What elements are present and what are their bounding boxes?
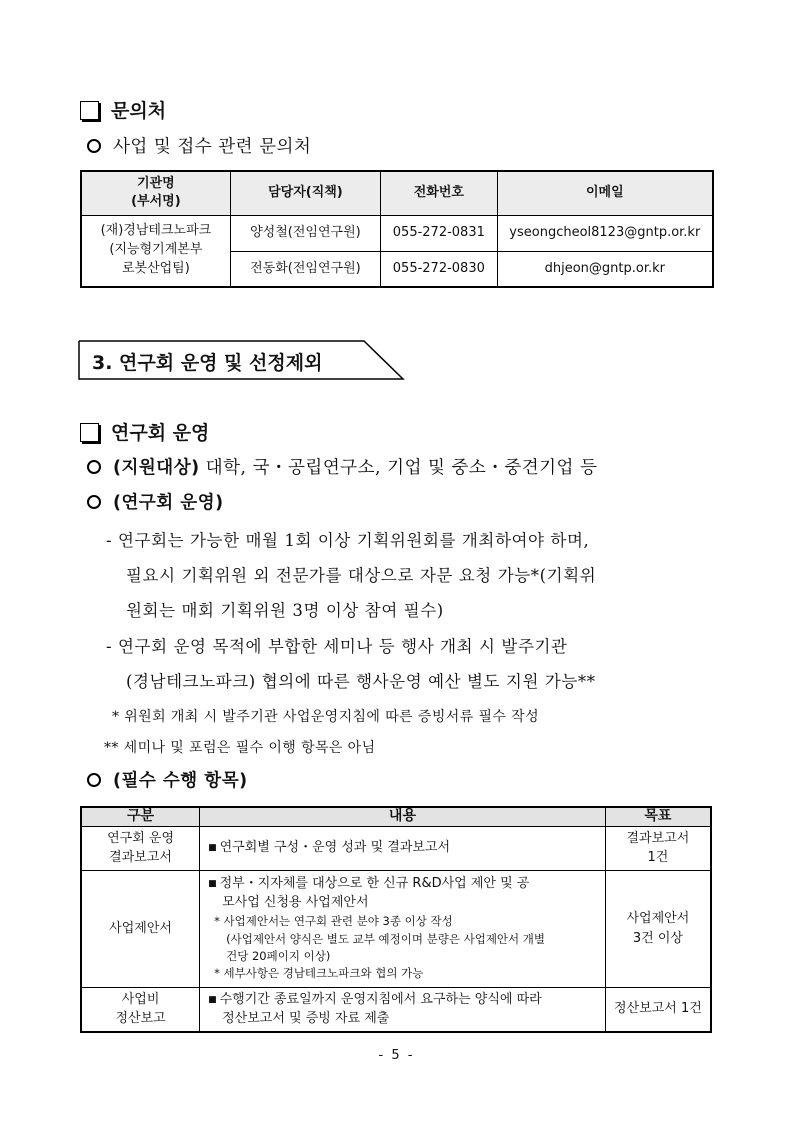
dash-line: 원회는 매회 기획위원 3명 이상 참여 필수) [126, 601, 444, 620]
dash-line: (경남테크노파크) 협의에 따른 행사운영 예산 별도 지원 가능** [126, 672, 596, 691]
subheading-text: 사업 및 접수 관련 문의처 [113, 137, 312, 157]
email-link[interactable]: yseongcheol8123@gntp.or.kr [497, 215, 713, 251]
table-row [81, 870, 711, 987]
circle-bullet-icon [87, 495, 101, 509]
phone-cell: 055-272-0830 [381, 251, 498, 287]
goal-cell [605, 870, 711, 987]
content-line: 정산보고서 및 증빙 자료 제출 [222, 1011, 390, 1026]
square-bullet-icon: ■ [208, 878, 217, 889]
footnote: * 위원회 개최 시 발주기관 사업운영지침에 따른 증빙서류 필수 작성 [112, 709, 539, 725]
section-title: 3. 연구회 운영 및 선정제외 [92, 352, 323, 374]
person-cell: 전동화(전임연구원) [230, 251, 380, 287]
section-title-banner [78, 340, 405, 380]
required-items [87, 767, 248, 792]
page-number: - 5 - [378, 1048, 415, 1063]
col-header-org: 기관명 (부서명) [81, 171, 230, 215]
square-bullet-icon: ■ [208, 843, 217, 854]
phone-cell: 055-272-0831 [381, 215, 498, 251]
category-cell [81, 987, 200, 1032]
col-header-content: 내용 [200, 807, 606, 826]
goal-line: 3건 이상 [632, 930, 683, 946]
dash-line: - 연구회는 가능한 매월 1회 이상 기획위원회를 개최하여야 하며, [106, 531, 590, 550]
content-line [208, 874, 599, 894]
item-label: (필수 수행 항목) [113, 771, 248, 791]
org-cell: (재)경남테크노파크 (지능형기계본부 로봇산업팀) [81, 215, 230, 287]
circle-bullet-icon [87, 773, 101, 787]
section-heading-operation [80, 418, 209, 445]
contact-subheading [87, 133, 311, 158]
col-header-category: 구분 [81, 807, 200, 826]
email-link[interactable]: dhjeon@gntp.or.kr [497, 251, 713, 287]
goal-line: 1건 [647, 850, 669, 865]
item-text: 대학, 국・공립연구소, 기업 및 중소・중견기업 등 [199, 458, 598, 478]
operation-item [87, 489, 224, 514]
category-cell [81, 826, 200, 870]
content-text: 수행기간 종료일까지 운영지침에서 요구하는 양식에 따라 [219, 991, 542, 1007]
heading-text: 문의처 [111, 100, 167, 122]
heading-text: 연구회 운영 [111, 422, 210, 444]
required-items-table [80, 806, 712, 1033]
goal-cell [605, 826, 711, 870]
square-bullet-icon [80, 101, 99, 120]
col-header-phone: 전화번호 [381, 171, 498, 215]
col-header-goal: 목표 [605, 807, 711, 826]
sub-note: 건당 20페이지 이상) [226, 949, 331, 963]
content-cell [200, 870, 606, 987]
sub-note: (사업제안서 양식은 별도 교부 예정이며 분량은 사업제안서 개별 [226, 931, 546, 946]
sub-note: * 세부사항은 경남테크노파크와 협의 가능 [214, 966, 424, 981]
content-cell [200, 826, 606, 870]
col-header-person: 담당자(직책) [230, 171, 380, 215]
content-cell [200, 987, 606, 1032]
goal-cell: 정산보고서 1건 [605, 987, 711, 1032]
table-row [81, 215, 713, 251]
col-header-email: 이메일 [497, 171, 713, 215]
dash-line: - 연구회 운영 목적에 부합한 세미나 등 행사 개최 시 발주기관 [106, 637, 568, 656]
item-label: (지원대상) [113, 458, 200, 478]
person-cell: 양성철(전임연구원) [230, 215, 380, 251]
category-cell: 사업제안서 [81, 870, 200, 987]
content-line: 모사업 신청용 사업제안서 [222, 895, 369, 911]
square-bullet-icon [80, 423, 99, 442]
category-line: 결과보고서 [109, 850, 172, 865]
goal-line: 결과보고서 [626, 830, 690, 846]
category-line: 사업비 [121, 991, 160, 1007]
sub-note: * 사업제안서는 연구회 관련 분야 3종 이상 작성 [214, 913, 453, 928]
category-line: 연구회 운영 [107, 830, 175, 846]
dash-line: 필요시 기획위원 외 전문가를 대상으로 자문 요청 가능*(기획위 [126, 566, 597, 585]
contact-table [80, 170, 714, 288]
support-target-item [87, 454, 597, 479]
section-heading-contact [80, 96, 166, 123]
category-line: 정산보고 [115, 1011, 166, 1026]
circle-bullet-icon [87, 460, 101, 474]
content-line [208, 990, 599, 1010]
content-text: 연구회별 구성・운영 성과 및 결과보고서 [219, 840, 451, 856]
content-text: 정부・지자체를 대상으로 한 신규 R&D사업 제안 및 공 [219, 875, 530, 891]
table-row [81, 826, 711, 870]
item-label: (연구회 운영) [113, 493, 224, 513]
square-bullet-icon: ■ [208, 994, 217, 1005]
footnote: ** 세미나 및 포럼은 필수 이행 항목은 아님 [104, 740, 376, 756]
circle-bullet-icon [87, 139, 101, 153]
table-row [81, 987, 711, 1032]
goal-line: 사업제안서 [626, 911, 690, 926]
